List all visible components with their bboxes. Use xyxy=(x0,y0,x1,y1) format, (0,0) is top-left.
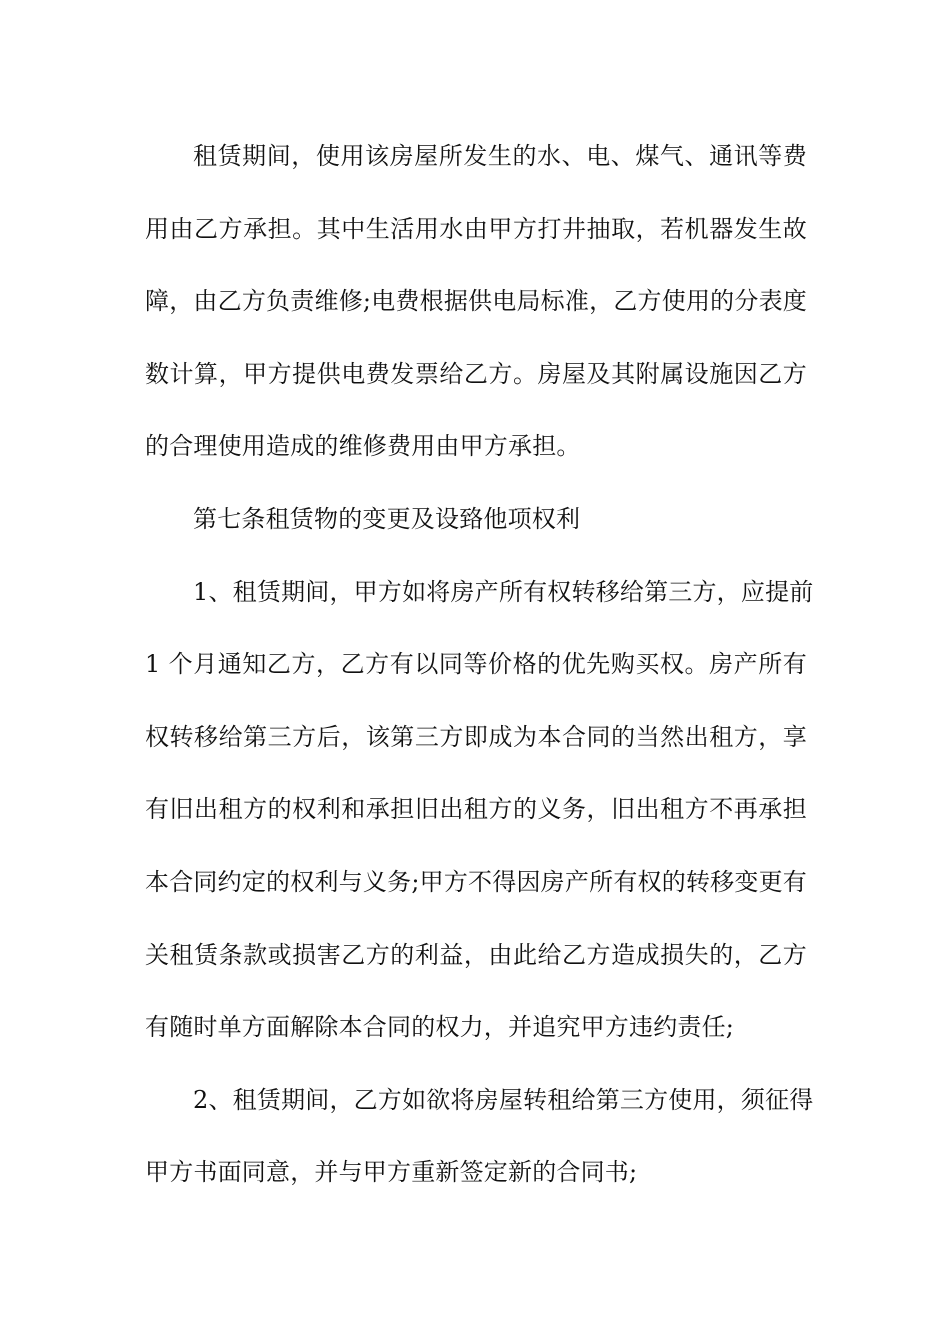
paragraph-1-line-2: 用由乙方承担。其中生活用水由甲方打井抽取，若机器发生故 xyxy=(145,214,807,243)
document-body xyxy=(145,128,814,1217)
paragraph-1-line-3: 障，由乙方负责维修;电费根据供电局标准，乙方使用的分表度 xyxy=(145,287,807,316)
paragraph-3-line-7: 有随时单方面解除本合同的权力，并追究甲方违约责任; xyxy=(145,1013,735,1042)
paragraph-3-line-1: 1、租赁期间，甲方如将房产所有权转移给第三方，应提前 xyxy=(193,577,814,606)
paragraph-3-line-4: 有旧出租方的权利和承担旧出租方的义务，旧出租方不再承担 xyxy=(145,795,807,824)
paragraph-3-line-6: 关租赁条款或损害乙方的利益，由此给乙方造成损失的，乙方 xyxy=(145,940,807,969)
paragraph-1-line-1: 租赁期间，使用该房屋所发生的水、电、煤气、通讯等费 xyxy=(193,142,807,170)
paragraph-3-line-2: 1 个月通知乙方，乙方有以同等价格的优先购买权。房产所有 xyxy=(145,650,807,679)
paragraph-4-line-1: 2、租赁期间，乙方如欲将房屋转租给第三方使用，须征得 xyxy=(193,1085,814,1114)
paragraph-4-line-2: 甲方书面同意，并与甲方重新签定新的合同书; xyxy=(145,1158,638,1187)
paragraph-1-line-4: 数计算，甲方提供电费发票给乙方。房屋及其附属设施因乙方 xyxy=(145,359,807,388)
paragraph-3-line-3: 权转移给第三方后，该第三方即成为本合同的当然出租方，享 xyxy=(145,722,807,751)
paragraph-3-line-5: 本合同约定的权利与义务;甲方不得因房产所有权的转移变更有 xyxy=(145,867,807,896)
paragraph-1-line-5: 的合理使用造成的维修费用由甲方承担。 xyxy=(145,432,581,461)
section-heading: 第七条租赁物的变更及设臵他项权利 xyxy=(193,504,581,533)
